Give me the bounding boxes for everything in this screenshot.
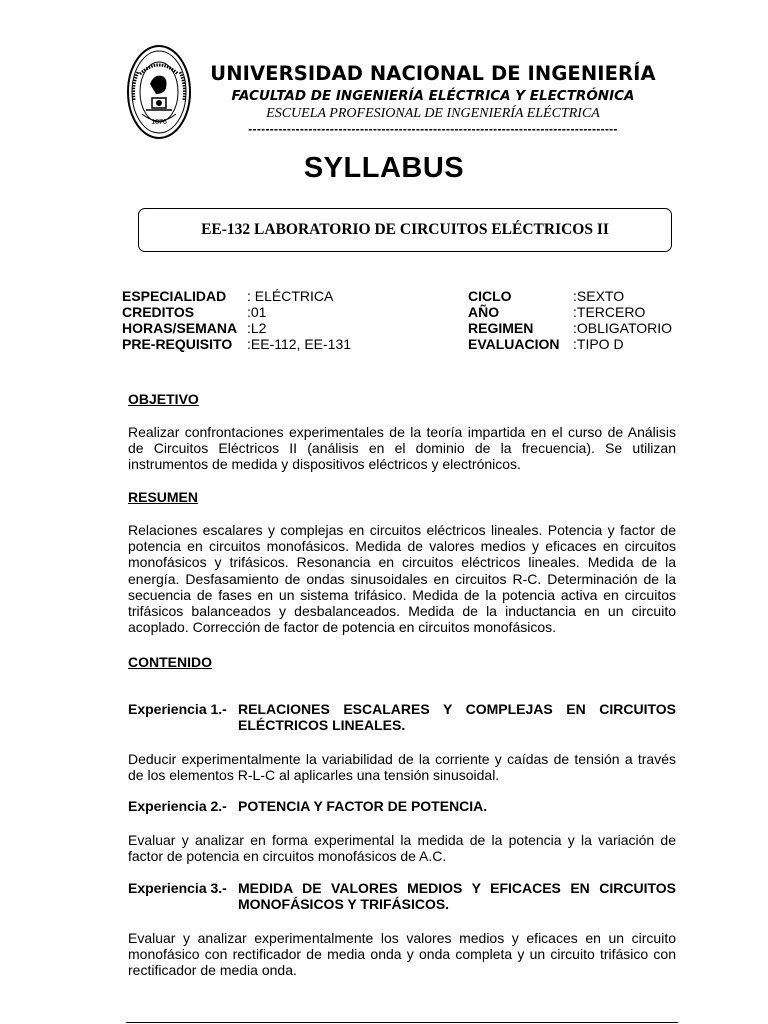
faculty-name: FACULTAD DE INGENIERÍA ELÉCTRICA Y ELECTRÓNICA: [231, 88, 635, 104]
experience-3-label: Experiencia 3.-: [128, 880, 227, 896]
resumen-text: Relaciones escalares y complejas en circuitos eléctricos lineales. Potencia y factor de potencia en circuitos monofásicos. Medida de valores medios y eficaces en circuitos monofásicos y trifásicos. Resonancia en circuitos eléctricos lineales. Medida de la energía. Desfasamiento de ondas sinusoidales en circuitos R-C. Determinación de la secuencia de fases en un sistema trifásico. Medida de la potencia activa en circuitos trifásicos balanceados y desbalanceados. Medida de la inductancia en un circuito acoplado. Corrección de factor de potencia en circuitos monofásicos.: [128, 522, 676, 636]
info-value: :L2: [247, 320, 267, 336]
info-value: :SEXTO: [573, 288, 625, 304]
info-label: ESPECIALIDAD: [122, 288, 227, 304]
info-value: :OBLIGATORIO: [573, 320, 673, 336]
experience-2-label: Experiencia 2.-: [128, 798, 227, 814]
info-value: : ELÉCTRICA: [247, 288, 334, 304]
school-name: ESCUELA PROFESIONAL DE INGENIERÍA ELÉCTRICA: [266, 106, 600, 121]
info-label: CICLO: [468, 288, 512, 304]
page-title: SYLLABUS: [303, 152, 465, 184]
info-label: CREDITOS: [122, 304, 195, 320]
info-value: :TIPO D: [573, 336, 624, 352]
experience-2-title: POTENCIA Y FACTOR DE POTENCIA.: [238, 798, 488, 814]
info-left-labels: [122, 288, 237, 352]
experience-3-title: MEDIDA DE VALORES MEDIOS Y EFICACES EN CIRCUITOS MONOFÁSICOS Y TRIFÁSICOS.: [238, 880, 676, 913]
info-label: REGIMEN: [468, 320, 534, 336]
experience-1-text: Deducir experimentalmente la variabilidad de la corriente y caídas de tensión a través de los elementos R-L-C al aplicarles una tensión sinusoidal.: [128, 751, 676, 784]
university-name: UNIVERSIDAD NACIONAL DE INGENIERÍA: [210, 62, 656, 85]
info-right-labels: [468, 288, 560, 352]
info-label: HORAS/SEMANA: [122, 320, 238, 336]
header-separator: --------------------------------------------------------------------------------------: [248, 122, 618, 136]
university-seal-icon: [126, 44, 192, 140]
experience-1-title: RELACIONES ESCALARES Y COMPLEJAS EN CIRCUITOS ELÉCTRICOS LINEALES.: [238, 701, 676, 734]
objetivo-text: Realizar confrontaciones experimentales de la teoría impartida en el curso de Análisis de Circuitos Eléctricos II (análisis en el dominio de la frecuencia). Se utilizan instrumentos de medida y dispositivos eléctricos y electrónicos.: [128, 424, 676, 473]
seal-year: 1876: [151, 119, 167, 126]
info-label: EVALUACION: [468, 336, 560, 352]
objetivo-heading: OBJETIVO: [128, 391, 199, 407]
info-value: :EE-112, EE-131: [247, 336, 352, 352]
course-box: [138, 208, 672, 252]
info-label: AÑO: [468, 304, 500, 320]
info-right-values: [573, 288, 672, 352]
info-left-values: [247, 288, 351, 352]
experience-1-label: Experiencia 1.-: [128, 701, 227, 717]
experience-3-text: Evaluar y analizar experimentalmente los valores medios y eficaces en un circuito monofásico con rectificador de media onda y onda completa y un circuito trifásico con rectificador de media onda.: [128, 930, 676, 979]
info-label: PRE-REQUISITO: [122, 336, 233, 352]
resumen-heading: RESUMEN: [128, 489, 199, 505]
experience-2-text: Evaluar y analizar en forma experimental la medida de la potencia y la variación de factor de potencia en circuitos monofásicos de A.C.: [128, 832, 676, 865]
info-value: :TERCERO: [573, 304, 646, 320]
info-value: :01: [247, 304, 267, 320]
contenido-heading: CONTENIDO: [128, 654, 212, 670]
footer-rule: [126, 1022, 678, 1023]
course-title: EE-132 LABORATORIO DE CIRCUITOS ELÉCTRICOS II: [201, 221, 609, 238]
